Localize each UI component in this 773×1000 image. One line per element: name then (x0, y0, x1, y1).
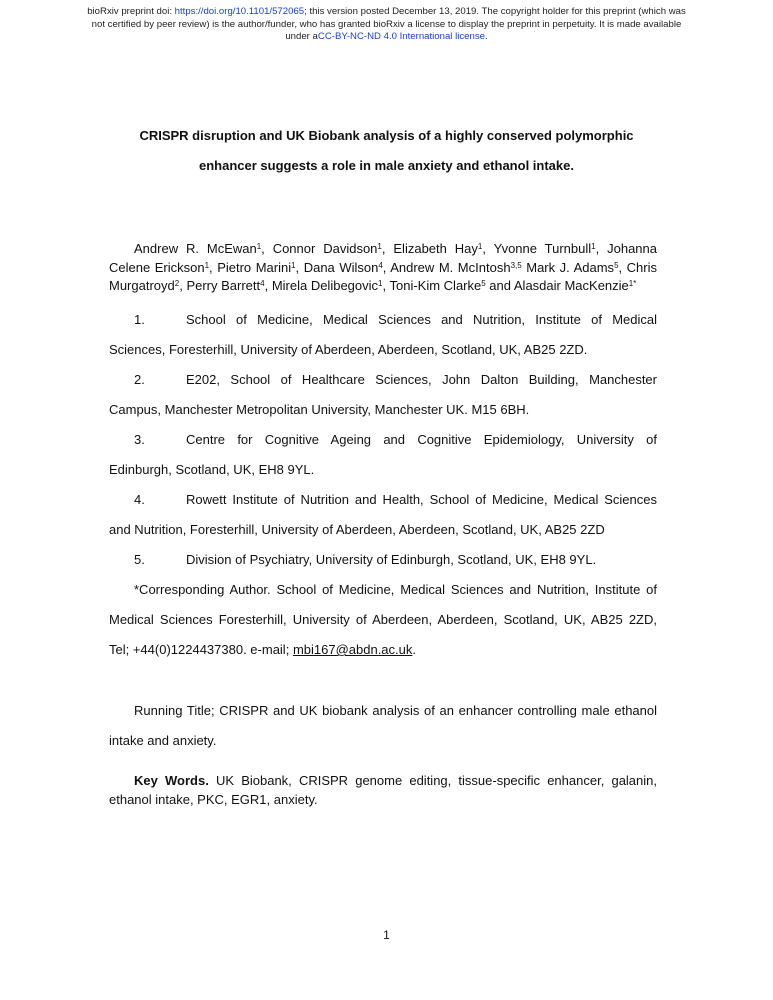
author-affiliation-marker: 1 (377, 242, 382, 251)
author-name: Connor Davidson (272, 241, 378, 256)
author-name: Toni-Kim Clarke (389, 278, 482, 294)
banner-line-2: not certified by peer review) is the author/funder, who has granted bioRxiv a license to display the preprint in perpetuity. It is made available (91, 18, 682, 30)
author-separator: , (381, 241, 394, 256)
author-name: Yvonne Turnbull (493, 241, 592, 256)
preprint-banner (40, 6, 733, 44)
author-separator: , (482, 241, 494, 256)
affiliation-number: 5. (134, 552, 145, 567)
license-link[interactable]: CC-BY-NC-ND 4.0 International license (317, 31, 485, 42)
author-affiliation-marker: 1 (291, 260, 296, 270)
banner-line-3: under aCC-BY-NC-ND 4.0 International license. (285, 31, 488, 42)
paper-title-line-2: enhancer suggests a role in male anxiety and ethanol intake. (199, 158, 574, 173)
author-name: Elizabeth Hay (393, 241, 478, 256)
author (390, 260, 526, 275)
author (393, 241, 493, 256)
author-separator: , (264, 278, 272, 294)
page-number: 1 (383, 928, 390, 942)
affiliation-5-line-1: 5. Division of Psychiatry, University of Edinburgh, Scotland, UK, EH8 9YL. (134, 552, 597, 567)
email-link[interactable]: mbi167@abdn.ac.uk (292, 642, 413, 657)
affiliation-3-line-2: Edinburgh, Scotland, UK, EH8 9YL. (109, 462, 315, 477)
affiliation-2-line-2: Campus, Manchester Metropolitan University, Manchester UK. M15 6BH. (109, 402, 530, 417)
author-affiliation-marker: 3,5 (510, 260, 522, 270)
author-separator: , (295, 259, 304, 275)
author (494, 241, 607, 256)
author-affiliation-marker: 1 (204, 260, 210, 270)
author-separator: , (618, 259, 627, 275)
author-separator: , (382, 278, 390, 294)
author (272, 278, 390, 293)
author-name: Mark J. Adams (526, 259, 615, 275)
author-separator: and (485, 278, 514, 294)
running-title-line-1: Running Title; CRISPR and UK biobank analysis of an enhancer controlling male ethanol (134, 703, 657, 718)
author-affiliation-marker: 2 (174, 279, 180, 289)
author-affiliation-marker: 1* (628, 279, 637, 289)
corresponding-author-line-2: Medical Sciences Foresterhill, University of Aberdeen, Aberdeen, Scotland, UK, AB25 2ZD, (109, 612, 657, 627)
author (514, 278, 636, 293)
affiliation-number: 1. (134, 312, 145, 327)
author-separator: , (261, 241, 273, 256)
corresponding-author-line-3: Tel; +44(0)1224437380. e-mail; mbi167@abdn.ac.uk. (109, 642, 416, 657)
paper-title-line-1: CRISPR disruption and UK Biobank analysis of a highly conserved polymorphic (139, 128, 634, 143)
author-affiliation-marker: 5 (481, 279, 486, 289)
banner-line-1: bioRxiv preprint doi: https://doi.org/10.1101/572065; this version posted December 13, 2019. The copyright holder for this preprint (which was (87, 6, 686, 17)
corresponding-author-line-1: *Corresponding Author. School of Medicine, Medical Sciences and Nutrition, Institute of (134, 582, 657, 597)
author-name: Andrew M. McIntosh (390, 259, 511, 275)
author-separator: , (209, 259, 218, 275)
author-affiliation-marker: 1 (477, 242, 483, 251)
author (526, 260, 626, 275)
affiliation-3-line-1: 3. Centre for Cognitive Ageing and Cognitive Epidemiology, University of (134, 432, 657, 447)
author-name: Mirela Delibegovic (271, 278, 379, 294)
author-affiliation-marker: 4 (378, 260, 383, 270)
author (217, 260, 304, 275)
affiliation-number: 3. (134, 432, 145, 447)
author (134, 241, 273, 256)
author-name: Andrew R. McEwan (134, 241, 257, 256)
author-affiliation-marker: 1 (378, 279, 383, 289)
author-affiliation-marker: 4 (260, 279, 265, 289)
author-affiliation-marker: 1 (591, 242, 596, 251)
author-separator: , (382, 259, 391, 275)
affiliation-1-line-2: Sciences, Foresterhill, University of Aberdeen, Aberdeen, Scotland, UK, AB25 2ZD. (109, 342, 588, 357)
keywords (109, 772, 657, 809)
author-separator: , (179, 278, 187, 294)
author (304, 260, 391, 275)
author-name: Johanna Celene Erickson (109, 241, 657, 275)
author-name: Alasdair MacKenzie (513, 278, 629, 294)
author (389, 278, 513, 293)
keywords-label: Key Words. (134, 773, 209, 788)
author-separator: , (595, 241, 608, 256)
author-list (109, 240, 657, 296)
author-name: Dana Wilson (303, 259, 379, 275)
running-title-line-2: intake and anxiety. (109, 733, 217, 748)
author-affiliation-marker: 5 (614, 260, 619, 270)
keywords-text: UK Biobank, CRISPR genome editing, tissue-specific enhancer, galanin, ethanol intake, PKC, EGR1, anxiety. (109, 773, 658, 807)
affiliation-4-line-2: and Nutrition, Foresterhill, University of Aberdeen, Aberdeen, Scotland, UK, AB25 2ZD (109, 522, 605, 537)
author-name: Pietro Marini (217, 259, 292, 275)
author (186, 278, 271, 293)
affiliation-1-line-1: 1. School of Medicine, Medical Sciences and Nutrition, Institute of Medical (134, 312, 657, 327)
doi-link[interactable]: https://doi.org/10.1101/572065 (174, 6, 305, 17)
author (273, 241, 394, 256)
affiliation-number: 4. (134, 492, 145, 507)
author-name: Perry Barrett (186, 278, 261, 294)
affiliation-number: 2. (134, 372, 145, 387)
author-name: Chris Murgatroyd (109, 259, 658, 294)
author-affiliation-marker: 1 (256, 242, 262, 251)
affiliation-4-line-1: 4. Rowett Institute of Nutrition and Health, School of Medicine, Medical Sciences (134, 492, 657, 507)
affiliation-2-line-1: 2. E202, School of Healthcare Sciences, John Dalton Building, Manchester (134, 372, 657, 387)
